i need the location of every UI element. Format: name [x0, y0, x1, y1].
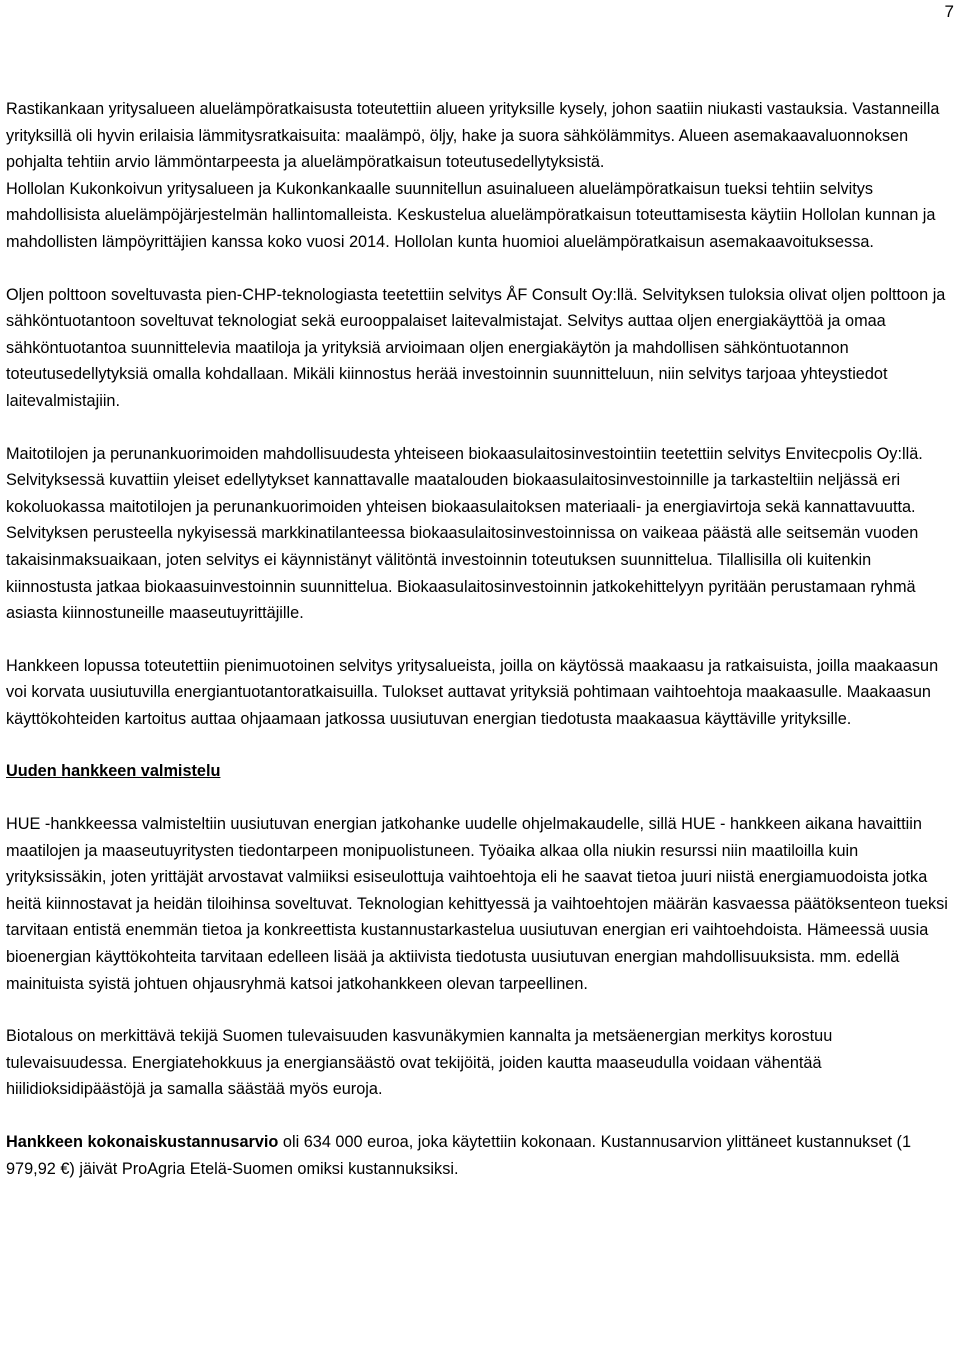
paragraph-natural-gas: Hankkeen lopussa toteutettiin pienimuotoinen selvitys yritysalueista, joilla on käytössä maakaasu ja ratkaisuista, joilla maakaasun voi korvata uusiutuvilla energiantuotantoratkaisuilla. Tulokset auttavat yrityksiä pohtimaan vaihtoehtoja maakaasulle. Maakaasun käyttökohteiden kartoitus auttaa ohjaamaan jatkossa uusiutuvan energian tiedotusta maakaasua käyttäville yrityksille.	[6, 656, 939, 728]
budget-label: Hankkeen kokonaiskustannusarvio	[6, 1133, 279, 1151]
paragraph-chp-study: Oljen polttoon soveltuvasta pien-CHP-teknologiasta teetettiin selvitys ÅF Consult Oy:llä. Selvityksen tuloksia olivat oljen polttoon ja sähköntuotantoon soveltuvat teknologiat sekä eurooppalaiset laitevalmistajat. Selvitys auttaa oljen energiakäyttöä ja omaa sähköntuotantoa suunnittelevia maatiloja ja yrityksiä arvioimaan oljen energiakäytön ja mahdollisen sähköntuotannon toteutusedellytyksiä omalla kohdallaan. Mikäli kiinnostus herää investoinnin suunnitteluun, niin selvitys tarjoaa yhteystiedot laitevalmistajiin.	[6, 285, 946, 410]
document-body	[6, 96, 958, 1182]
paragraph-budget	[6, 1129, 958, 1182]
paragraph-bioeconomy: Biotalous on merkittävä tekijä Suomen tulevaisuuden kasvunäkymien kannalta ja metsäenergian merkitys korostuu tulevaisuudessa. Energiatehokkuus ja energiansäästö ovat tekijöitä, joiden kautta maaseudulla voidaan vähentää hiilidioksidipäästöjä ja samalla säästää myös euroja.	[6, 1027, 833, 1099]
budget-text: oli 634 000 euroa, joka käytettiin kokonaan. Kustannusarvion ylittäneet kustannukset (1 979,92 €) jäivät ProAgria Etelä-Suomen omiksi kustannuksiksi.	[6, 1133, 912, 1178]
paragraph-rastikangas: Rastikankaan yritysalueen aluelämpöratkaisusta toteutettiin alueen yrityksille kysely, johon saatiin niukasti vastauksia. Vastanneilla yrityksillä oli hyvin erilaisia lämmitysratkaisuita: maalämpö, öljy, hake ja suora sähkölämmitys. Alueen asemakaavaluonnoksen pohjalta tehtiin arvio lämmöntarpeesta ja aluelämpöratkaisun toteutusedellytyksistä.	[6, 100, 940, 172]
paragraph-hollola: Hollolan Kukonkoivun yritysalueen ja Kukonkankaalle suunnitellun asuinalueen aluelämpöratkaisun tueksi tehtiin selvitys mahdollisista aluelämpöjärjestelmän hallintomalleista. Keskustelua aluelämpöratkaisun toteuttamisesta käytiin Hollolan kunnan ja mahdollisten lämpöyrittäjien kanssa koko vuosi 2014. Hollolan kunta huomioi aluelämpöratkaisun asemakaavoituksessa.	[6, 179, 936, 251]
paragraph-biogas-study: Maitotilojen ja perunankuorimoiden mahdollisuudesta yhteiseen biokaasulaitosinvestointiin teetettiin selvitys Envitecpolis Oy:llä. Selvityksessä kuvattiin yleiset edellytykset kannattavalle maatalouden biokaasulaitosinvestoinnille ja tarkasteltiin neljässä eri kokoluokassa maitotilojen ja perunankuorimoiden yhteisen biokaasulaitoksen materiaali- ja energiavirtoja sekä kannattavuutta. Selvityksen perusteella nykyisessä markkinatilanteessa biokaasulaitosinvestoinnissa on vaikeaa päästä alle seitsemän vuoden takaisinmaksuaikaan, joten selvitys ei käynnistänyt välitöntä investoinnin toteutuksen suunnittelua. Tilallisilla oli kuitenkin kiinnostusta jatkaa biokaasuinvestoinnin suunnittelua. Biokaasulaitosinvestoinnin jatkokehittelyyn pyritään perustamaan ryhmä asiasta kiinnostuneille maaseutuyrittäjille.	[6, 444, 923, 623]
section-heading: Uuden hankkeen valmistelu	[6, 762, 221, 781]
page-number: 7	[944, 2, 954, 21]
paragraph-new-project: HUE -hankkeessa valmisteltiin uusiutuvan energian jatkohanke uudelle ohjelmakaudelle, sillä HUE - hankkeen aikana havaittiin maatilojen ja maaseutuyritysten tiedontarpeen monipuolistuneen. Työaika alkaa olla niukin resurssi niin maatiloilla kuin yrityksissäkin, joten yrittäjät arvostavat valmiiksi esiseulottuja vaihtoehtoja eli he saavat tietoa juuri niistä energiamuodoista jotka heitä kiinnostavat ja heidän tiloihinsa soveltuvat. Teknologian kehittyessä ja vaihtoehtojen määrän kasvaessa päätöksenteon tueksi tarvitaan entistä enemmän tietoa ja konkreettista kustannustarkastelua uusiutuvan energian eri vaihtoehdoista. Hämeessä uusia bioenergian käyttökohteita tarvitaan edelleen lisää ja aktiivista tiedotusta uusiutuvan energian mahdollisuuksista. mm. edellä mainituista syistä johtuen ohjausryhmä katsoi jatkohankkeen olevan tarpeellinen.	[6, 815, 948, 993]
